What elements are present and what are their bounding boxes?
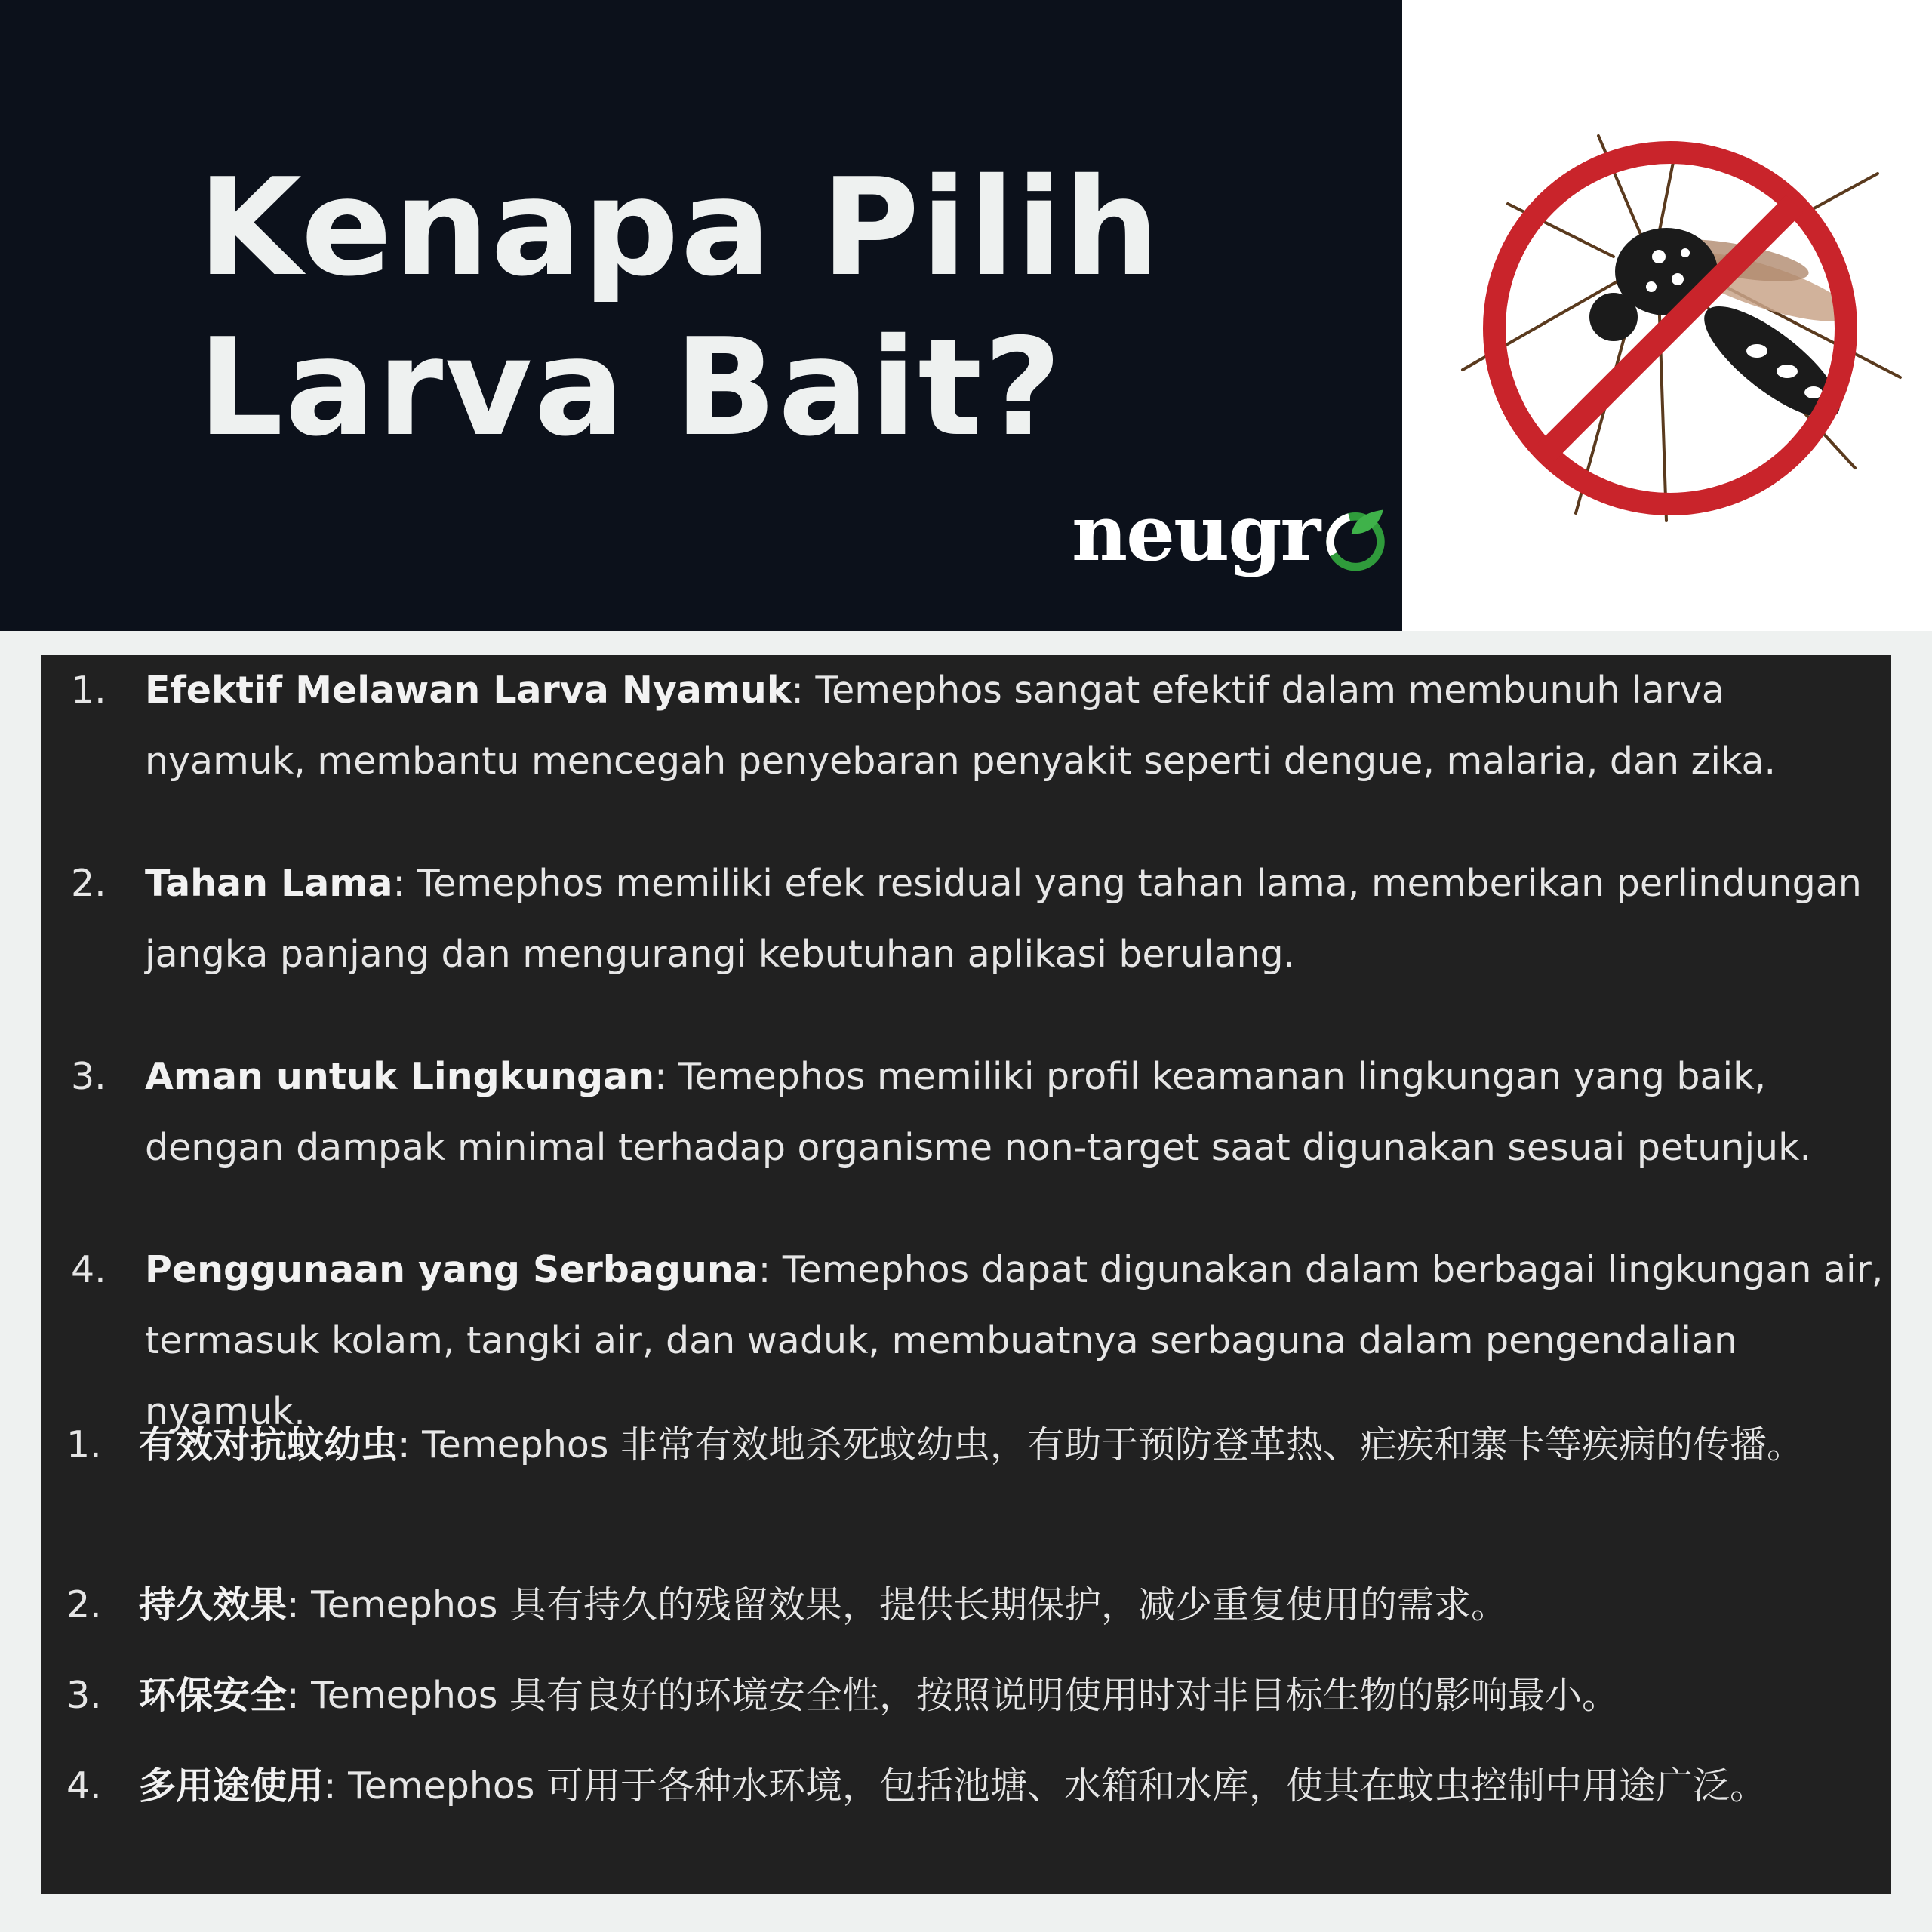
title-line-1: Kenapa Pilih: [198, 149, 1161, 306]
no-mosquito-icon: [1432, 91, 1908, 566]
list-term: 环保安全: [139, 1674, 288, 1717]
list-term: 持久效果: [139, 1583, 288, 1626]
list-number: 4.: [66, 1764, 102, 1807]
benefits-panel: [41, 655, 1891, 1894]
list-description: : Temephos 可用于各种水环境，包括池塘、水箱和水库，使其在蚊虫控制中用途广泛。: [324, 1764, 1767, 1807]
list-term: Efektif Melawan Larva Nyamuk: [145, 669, 792, 712]
list-description: : Temephos sangat efektif dalam membunuh larva nyamuk, membantu mencegah penyebaran penyakit seperti dengue, malaria, dan zika.: [145, 669, 1777, 783]
list-term: 多用途使用: [139, 1764, 325, 1807]
header-banner: [0, 0, 1402, 631]
list-number: 4.: [71, 1248, 106, 1291]
page-title: [198, 148, 1161, 468]
title-line-2: Larva Bait?: [198, 309, 1063, 466]
list-description: : Temephos 具有持久的残留效果，提供长期保护，减少重复使用的需求。: [287, 1583, 1508, 1626]
list-text: [145, 848, 1896, 990]
list-number: 1.: [71, 669, 106, 712]
leaf-o-icon: [1322, 507, 1389, 574]
list-description: : Temephos 具有良好的环境安全性，按照说明使用时对非目标生物的影响最小。: [287, 1674, 1619, 1717]
list-term: 有效对抗蚊幼虫: [139, 1423, 398, 1466]
list-description: : Temephos dapat digunakan dalam berbagai lingkungan air, termasuk kolam, tangki air, dan waduk, membuatnya serbaguna dalam pengendalian nyamuk.: [145, 1248, 1884, 1433]
list-description: : Temephos memiliki profil keamanan lingkungan yang baik, dengan dampak minimal terhadap organisme non-target saat digunakan sesuai petunjuk.: [145, 1055, 1812, 1169]
list-term: Tahan Lama: [145, 862, 393, 905]
list-text: [139, 1570, 1875, 1641]
list-text: [145, 1041, 1896, 1183]
list-number: 1.: [66, 1423, 102, 1466]
mosquito-image-panel: [1402, 0, 1932, 631]
list-number: 3.: [71, 1055, 106, 1098]
list-text: [145, 655, 1896, 797]
brand-logo: [1072, 485, 1389, 583]
list-description: : Temephos memiliki efek residual yang tahan lama, memberikan perlindungan jangka panjang dan mengurangi kebutuhan aplikasi berulang.: [145, 862, 1862, 976]
list-description: : Temephos 非常有效地杀死蚊幼虫，有助于预防登革热、疟疾和寨卡等疾病的传播。: [398, 1423, 1804, 1466]
list-term: Aman untuk Lingkungan: [145, 1055, 655, 1098]
list-text: [139, 1660, 1875, 1731]
brand-name: neugr: [1072, 488, 1320, 579]
list-number: 2.: [71, 862, 106, 905]
list-text: [139, 1410, 1875, 1481]
list-text: [139, 1751, 1875, 1822]
list-number: 2.: [66, 1583, 102, 1626]
list-term: Penggunaan yang Serbaguna: [145, 1248, 758, 1291]
list-number: 3.: [66, 1674, 102, 1717]
